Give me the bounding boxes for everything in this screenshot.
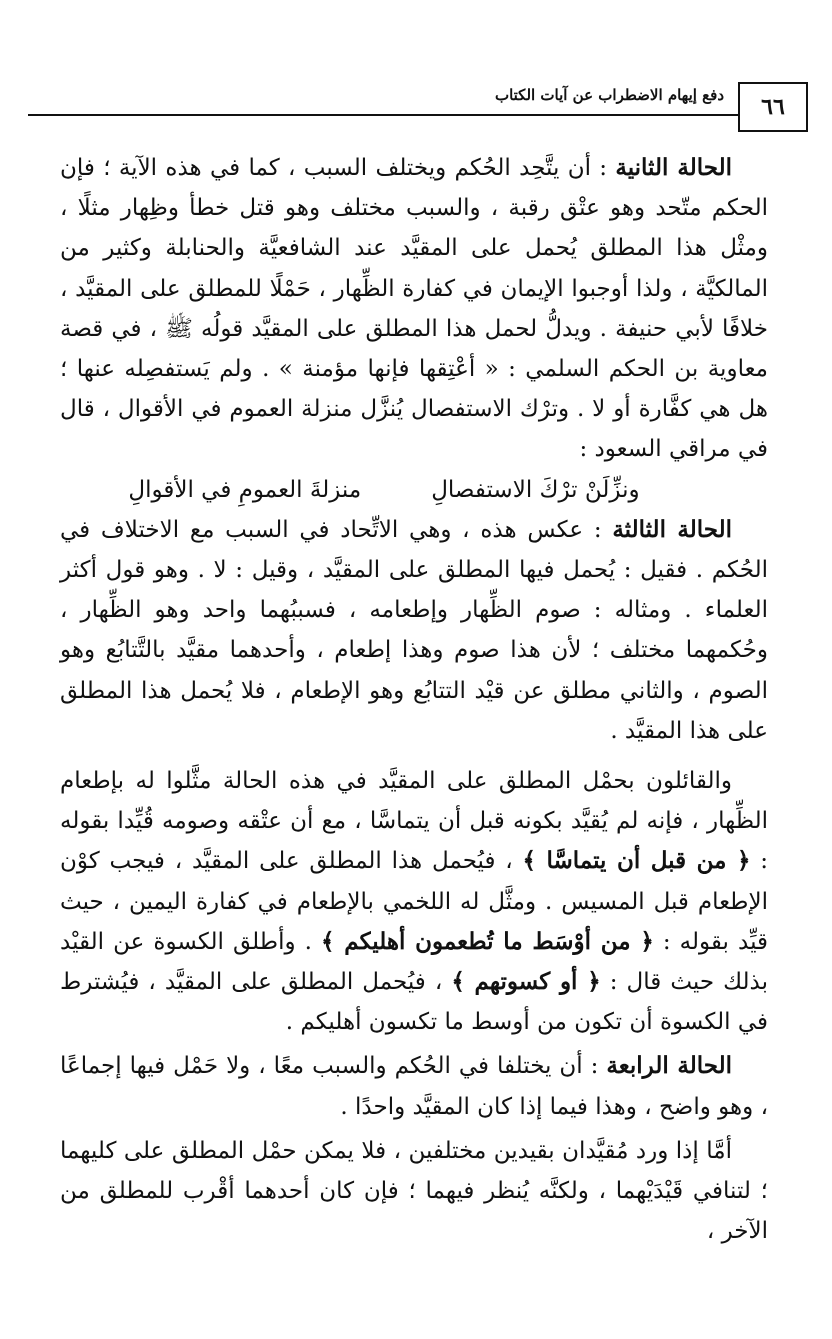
examples-text-1: والقائلون بحمْل المطلق على المقيَّد في هذه الحالة مثَّلوا له بإطعام الظِّهار ، فإنه لم يُقيَّد بكونه قبل أن يتماسَّا ، مع أن عتْقه وصومه قُيِّدا بقوله : [60, 768, 768, 875]
two-restrictions-text: أمَّا إذا ورد مُقيَّدان بقيدين مختلفين ، فلا يمكن حمْل المطلق على كليهما ؛ لتنافي قَيْدَيْهما ، ولكنَّه يُنظر فيهما ؛ فإن كان أحدهما أقْرب للمطلق من الآخر ، [60, 1137, 768, 1245]
quran-quote-1: ﴿ من قبل أن يتماسَّا ﴾ [522, 847, 751, 875]
verse-hemistich-2: منزلةَ العمومِ في الأقوالِ [128, 476, 362, 503]
paragraph-examples [60, 761, 768, 1042]
quran-quote-2: ﴿ من أوْسَط ما تُطعمون أهليكم ﴾ [321, 927, 654, 955]
verse-hemistich-1: ونزِّلَنْ ترْكَ الاستفصالِ [431, 476, 640, 503]
header-rule [28, 114, 740, 116]
paragraph-case-three [60, 510, 768, 751]
quran-quote-3: ﴿ أو كسوتهم ﴾ [451, 968, 601, 996]
paragraph-two-restrictions [60, 1131, 768, 1252]
running-title: دفع إيهام الاضطراب عن آيات الكتاب [494, 86, 724, 104]
case-three-heading: الحالة الثالثة [612, 515, 732, 543]
examples-text-3: . وأطلق الكسوة عن القيْد بذلك حيث قال : [60, 928, 768, 996]
case-two-text: : أن يتَّحِد الحُكم ويختلف السبب ، كما في هذه الآية ؛ فإن الحكم متّحد وهو عتْق رقبة ، والسبب مختلف وهو قتل خطأ وظِهار مثلًا ، ومثْل هذا المطلق يُحمل على المقيَّد عند الشافعيَّة والحنابلة وكثير من المالكيَّة ، ولذا أوجبوا الإيمان في كفارة الظِّهار ، حَمْلًا للمطلق على المقيَّد ، خلافًا لأبي حنيفة . ويدلُّ لحمل هذا المطلق على المقيَّد قولُه ﷺ ، في قصة معاوية بن الحكم السلمي : « أعْتِقها فإنها مؤمنة » . ولم يَستفصِله عنها ؛ هل هي كفَّارة أو لا . وترْك الاستفصال يُنزَّل منزلة العموم في الأقوال ، قال في مراقي السعود : [60, 155, 768, 463]
case-four-text: : أن يختلفا في الحُكم والسبب معًا ، ولا حَمْل فيها إجماعًا ، وهو واضح ، وهذا فيما إذا كان المقيَّد واحدًا . [60, 1053, 768, 1120]
examples-text-2: ، فيُحمل هذا المطلق على المقيَّد ، فيجب كوْن الإطعام قبل المسيس . ومثَّل له اللخمي بالإطعام في كفارة اليمين ، حيث قيِّد بقوله : [60, 848, 769, 955]
page-body [60, 148, 768, 1251]
case-three-text: : عكس هذه ، وهي الاتِّحاد في السبب مع الاختلاف في الحُكم . فقيل : يُحمل فيها المطلق على المقيَّد ، وقيل : لا . وهو قول أكثر العلماء . ومثاله : صوم الظِّهار وإطعامه ، فسببُهما واحد وهو الظِّهار ، وحُكمهما مختلف ؛ لأن هذا صوم وهذا إطعام ، وأحدهما مقيَّد بالتَّتابُع وهو الصوم ، والثاني مطلق عن قيْد التتابُع وهو الإطعام ، فلا يُحمل هذا المطلق على هذا المقيَّد . [60, 516, 768, 744]
case-four-heading: الحالة الرابعة [606, 1052, 732, 1080]
paragraph-case-four [60, 1046, 768, 1126]
page-number: ٦٦ [738, 82, 808, 132]
examples-text-4: ، فيُحمل المطلق على المقيَّد ، فيُشترط في الكسوة أن تكون من أوسط ما تكسون أهليكم . [60, 969, 768, 1036]
paragraph-case-two [60, 148, 768, 470]
case-two-heading: الحالة الثانية [615, 154, 732, 181]
poem-verse [60, 470, 768, 510]
page-header [28, 82, 808, 132]
